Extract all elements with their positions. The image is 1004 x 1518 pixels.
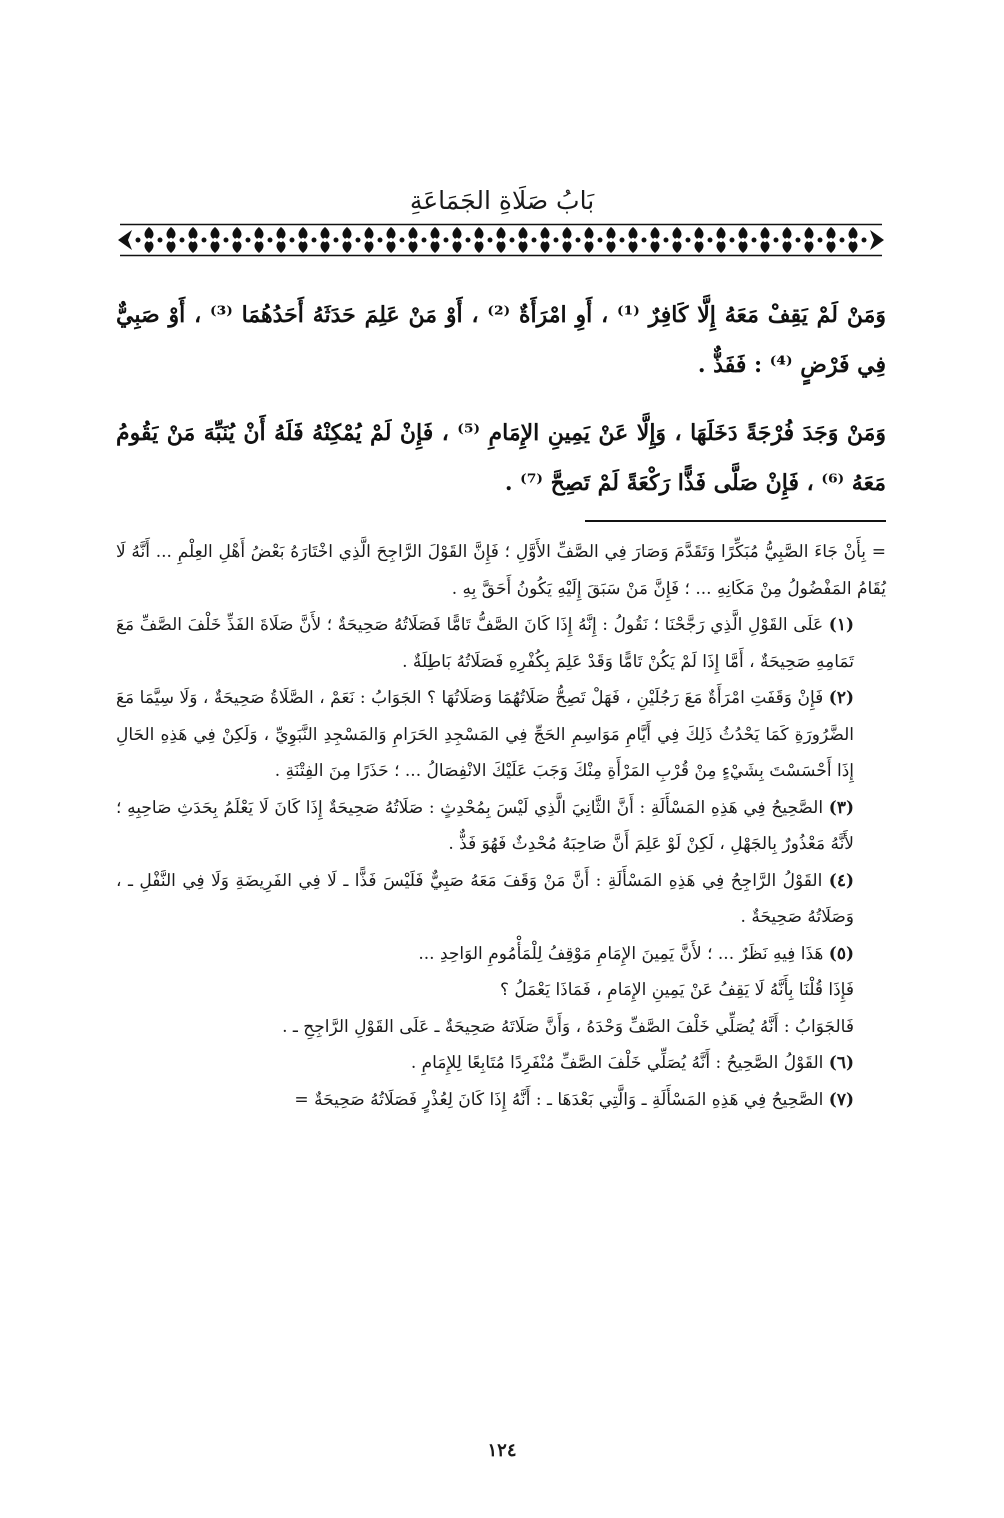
- footnote-5-line-3: فَالجَوَابُ : أَنَّهُ يُصَلِّي خَلْفَ الصَّفِّ وَحْدَهُ ، وَأَنَّ صَلَاتَهُ صَحِيحَةٌ ـ عَلَى القَوْلِ الرَّاجِحِ ـ .: [282, 1016, 854, 1037]
- main-text: [116, 290, 886, 508]
- footnote-4: [116, 863, 886, 936]
- footnote-number: (١): [828, 615, 855, 635]
- footnote-text: فَإِنْ وَقَفَتِ امْرَأَةٌ مَعَ رَجُلَيْنِ ، فَهَلْ تَصِحُّ صَلَاتُهُمَا وَصَلَاتُهَا ؟ الجَوَابُ : نَعَمْ ، الصَّلَاةُ صَحِيحَةٌ ، وَلَا سِيَّمَا مَعَ الضَّرُورَةِ كَمَا يَحْدُثُ ذَلِكَ فِي أَيَّامِ مَوَاسِمِ الحَجِّ فِي المَسْجِدِ الحَرَامِ وَالمَسْجِدِ النَّبَوِيِّ ، وَلَكِنْ فِي هَذِهِ الحَالِ إِذَا أَحْسَسْتَ بِشَيْءٍ مِنْ قُرْبِ المَرْأَةِ مِنْكَ وَجَبَ عَلَيْكَ الانْفِصَالُ ... ؛ حَذَرًا مِنَ الفِتْنَةِ .: [116, 688, 854, 781]
- footnote-text: القَوْلُ الصَّحِيحُ : أَنَّهُ يُصَلِّي خَلْفَ الصَّفِّ مُنْفَرِدًا مُتَابِعًا لِلإِمَامِ .: [410, 1053, 824, 1073]
- footnote-number: (٣): [828, 797, 854, 818]
- ornamental-border: [116, 223, 886, 257]
- footnote-6: [116, 1045, 886, 1082]
- footnote-5: [116, 936, 886, 973]
- footnotes: [116, 534, 886, 1118]
- footnote-text: الصَّحِيحُ فِي هَذِهِ المَسْأَلَةِ ـ وَالَّتِي بَعْدَهَا ـ : أَنَّهُ إِذَا كَانَ لِعُذْرٍ فَصَلَاتُهُ صَحِيحَةٌ =: [294, 1089, 824, 1110]
- footnote-number: (٧): [828, 1089, 854, 1110]
- footnote-number: (٢): [828, 688, 855, 708]
- footnote-number: (٥): [828, 943, 854, 964]
- footnote-5-line-2: فَإِذَا قُلْنَا بِأَنَّهُ لَا يَقِفُ عَنْ يَمِينِ الإِمَامِ ، فَمَاذَا يَعْمَلُ ؟: [499, 980, 854, 1000]
- footnote-separator: [585, 520, 886, 522]
- footnote-number: (٤): [828, 870, 854, 891]
- footnote-3: [116, 790, 886, 863]
- footnote-text: القَوْلُ الرَّاجِحُ فِي هَذِهِ المَسْأَلَةِ : أَنَّ مَنْ وَقَفَ مَعَهُ صَبِيٌّ فَلَيْسَ فَذًّا ـ لَا فِي الفَرِيضَةِ وَلَا فِي النَّفْلِ ـ ، وَصَلَاتُهُ صَحِيحَةٌ .: [116, 870, 854, 927]
- footnote-7: [116, 1082, 886, 1119]
- main-paragraph: وَمَنْ لَمْ يَقِفْ مَعَهُ إِلَّا كَافِرٌ ⁽¹⁾ ، أَوِ امْرَأَةٌ ⁽²⁾ ، أَوْ مَنْ عَلِمَ حَدَثَهُ أَحَدُهُمَا ⁽³⁾ ، أَوْ صَبِيٌّ فِي فَرْضٍ ⁽⁴⁾ : فَفَذٌّ .: [116, 302, 886, 378]
- footnote-text: عَلَى القَوْلِ الَّذِي رَجَّحْنَا ؛ نَقُولُ : إِنَّهُ إِذَا كَانَ الصَّفُّ تَامًّا فَصَلَاتُهُ صَحِيحَةٌ ؛ لأَنَّ صَلَاةَ الفَذِّ خَلْفَ الصَّفِّ مَعَ تَمَامِهِ صَحِيحَةٌ ، أَمَّا إِذَا لَمْ يَكُنْ تَامًّا وَقَدْ عَلِمَ بِكُفْرِهِ فَصَلَاتُهُ بَاطِلَةٌ .: [116, 615, 854, 672]
- footnote-1: [116, 607, 886, 680]
- footnote-text: الصَّحِيحُ فِي هَذِهِ المَسْأَلَةِ : أَنَّ الثَّانِيَ الَّذِي لَيْسَ بِمُحْدِثٍ : صَلَاتُهُ صَحِيحَةٌ إِذَا كَانَ لَا يَعْلَمُ بِحَدَثِ صَاحِبِهِ ؛ لأَنَّهُ مَعْذُورٌ بِالجَهْلِ ، لَكِنْ لَوْ عَلِمَ أَنَّ صَاحِبَهُ مُحْدِثٌ فَهُوَ فَذٌّ .: [116, 797, 854, 854]
- footnote-number: (٦): [828, 1053, 854, 1073]
- footnote-continuation: = بِأَنْ جَاءَ الصَّبِيُّ مُبَكِّرًا وَتَقَدَّمَ وَصَارَ فِي الصَّفِّ الأَوَّلِ ؛ فَإِنَّ القَوْلَ الرَّاجِحَ الَّذِي اخْتَارَهُ بَعْضُ أَهْلِ العِلْمِ ... أَنَّهُ لَا يُقَامُ المَفْضُولُ مِنْ مَكَانِهِ ... ؛ فَإِنَّ مَنْ سَبَقَ إِلَيْهِ يَكُونُ أَحَقَّ بِهِ .: [116, 542, 886, 599]
- main-paragraph: وَمَنْ وَجَدَ فُرْجَةً دَخَلَهَا ، وَإِلَّا عَنْ يَمِينِ الإِمَامِ ⁽⁵⁾ ، فَإِنْ لَمْ يُمْكِنْهُ فَلَهُ أَنْ يُنَبِّهَ مَنْ يَقُومُ مَعَهُ ⁽⁶⁾ ، فَإِنْ صَلَّى فَذًّا رَكْعَةً لَمْ تَصِحَّ ⁽⁷⁾ .: [116, 420, 886, 496]
- footnote-2: [116, 680, 886, 790]
- page-number: ١٢٤: [487, 1440, 517, 1461]
- chapter-title: بَابُ صَلَاةِ الجَمَاعَةِ: [409, 186, 595, 215]
- footnote-text: هَذَا فِيهِ نَظَرٌ ... ؛ لأَنَّ يَمِينَ الإِمَامِ مَوْقِفُ لِلْمَأْمُومِ الوَاحِدِ ...: [418, 943, 824, 964]
